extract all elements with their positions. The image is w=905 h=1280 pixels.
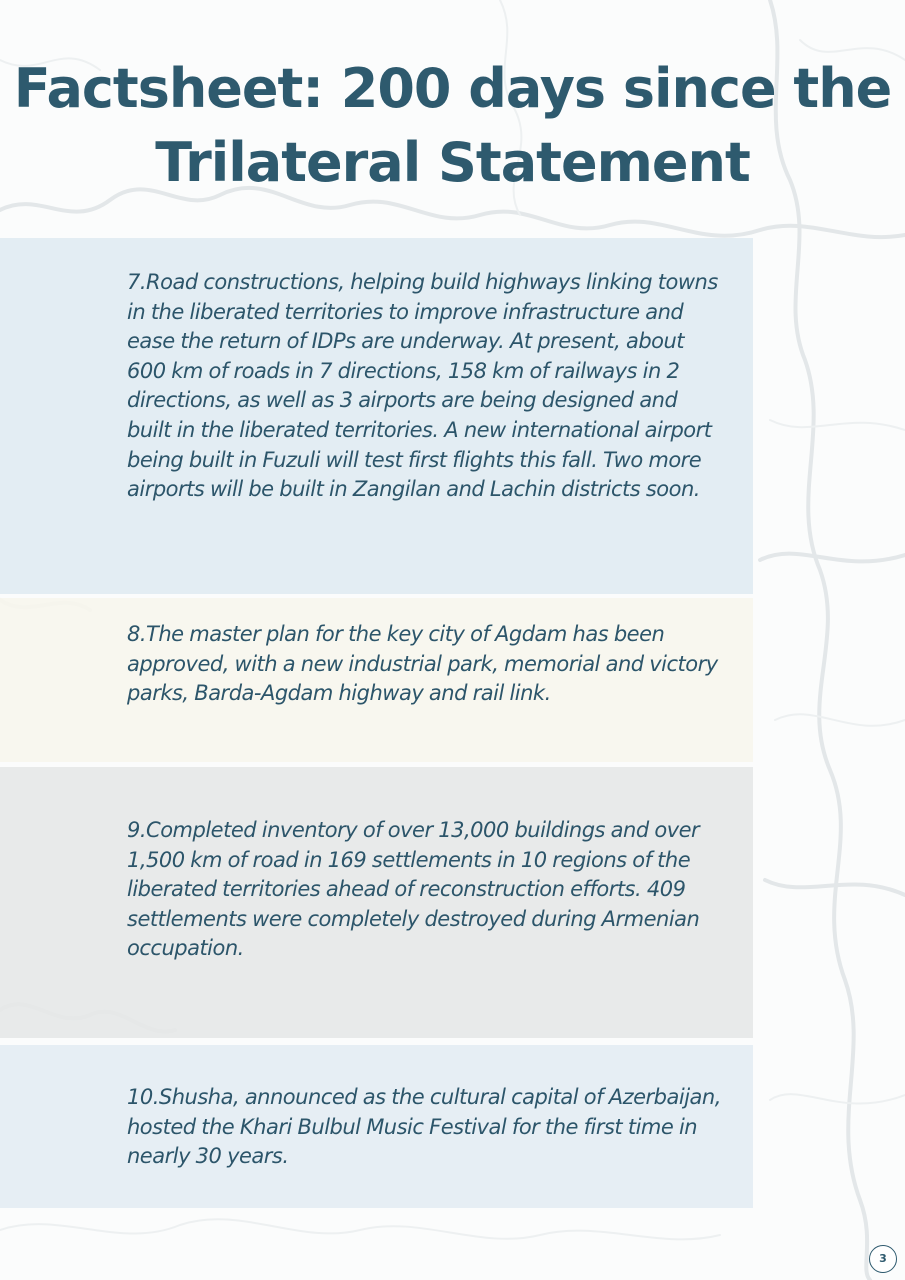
fact-text-8: 8.The master plan for the key city of Agdam has been approved, with a new industrial park, memorial and victory parks, Barda-Agdam highway and rail link. xyxy=(127,622,718,706)
page-title: Factsheet: 200 days since the Trilateral Statement xyxy=(13,57,892,194)
page-number-badge: 3 xyxy=(869,1245,897,1273)
fact-text-9: 9.Completed inventory of over 13,000 buildings and over 1,500 km of road in 169 settlements in 10 regions of the liberated territories ahead of reconstruction efforts. 409 settlements were completely destroyed during Armenian occupation. xyxy=(127,818,700,961)
fact-panel-8 xyxy=(0,598,753,762)
fact-panel-7 xyxy=(0,238,753,594)
fact-text-10: 10.Shusha, announced as the cultural capital of Azerbaijan, hosted the Khari Bulbul Music Festival for the first time in nearly 30 years. xyxy=(127,1085,721,1169)
fact-text-7: 7.Road constructions, helping build highways linking towns in the liberated territories to improve infrastructure and ease the return of IDPs are underway. At present, about 600 km of roads in 7 directions, 158 km of railways in 2 directions, as well as 3 airports are being designed and built in the liberated territories. A new international airport being built in Fuzuli will test first flights this fall. Two more airports will be built in Zangilan and Lachin districts soon. xyxy=(127,270,718,502)
fact-panel-9 xyxy=(0,767,753,1038)
fact-panel-10 xyxy=(0,1045,753,1208)
